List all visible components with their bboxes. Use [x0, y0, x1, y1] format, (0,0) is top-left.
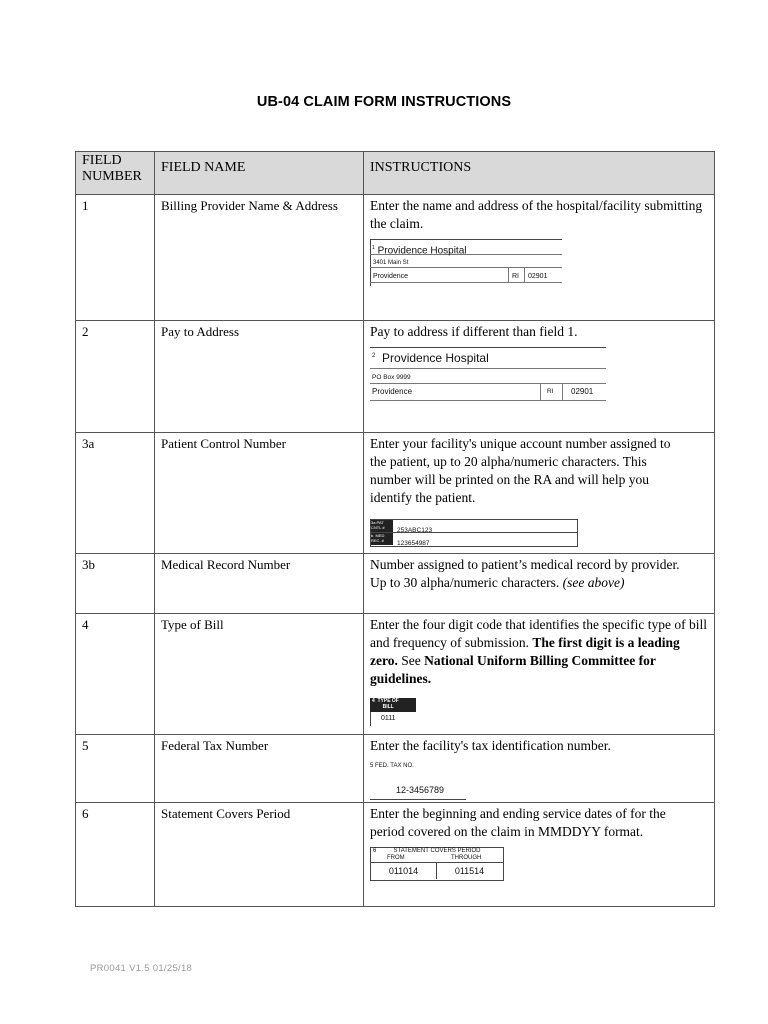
snippet-field-num: 1 — [372, 245, 375, 251]
table-row — [76, 554, 715, 614]
field-number: 3b — [76, 554, 155, 614]
field-name: Statement Covers Period — [155, 803, 364, 907]
instructions-text: Enter the beginning and ending service dates of for the period covered on the claim in MMDDYY format. — [370, 806, 666, 839]
field-number: 1 — [76, 195, 155, 321]
form-snippet-tax-number — [370, 758, 470, 795]
field-number: 6 — [76, 803, 155, 907]
snippet-value: 0111 — [370, 712, 416, 726]
footer-version: PR0041 V1.5 01/25/18 — [90, 963, 193, 974]
snippet-field-num: 4 — [372, 698, 375, 704]
snippet-label-control: 3a PAT CNTL # — [371, 520, 393, 532]
snippet-through-value: 011514 — [454, 866, 485, 876]
snippet-state: RI — [508, 268, 519, 282]
form-snippet-type-of-bill — [370, 698, 416, 728]
snippet-label: TYPE OF BILL — [377, 698, 399, 710]
field-number: 2 — [76, 321, 155, 433]
snippet-name: Providence Hospital — [377, 245, 467, 257]
snippet-from-label: FROM — [387, 855, 405, 861]
snippet-city: Providence — [373, 273, 409, 280]
table-row — [76, 735, 715, 803]
snippet-label: STATEMENT COVERS PERIOD — [393, 848, 481, 854]
snippet-city: Providence — [372, 387, 413, 396]
field-number: 3a — [76, 433, 155, 554]
page-title: UB-04 CLAIM FORM INSTRUCTIONS — [256, 94, 512, 110]
instructions-cell — [364, 321, 715, 433]
instructions-plain: Number assigned to patient’s medical record by provider. Up to 30 alpha/numeric characters. — [370, 557, 680, 590]
field-number: 5 — [76, 735, 155, 803]
instructions-cell — [364, 554, 715, 614]
snippet-value: 12-3456789 — [370, 782, 466, 800]
field-name: Billing Provider Name & Address — [155, 195, 364, 321]
snippet-field-num: 6 — [373, 848, 377, 854]
snippet-through-label: THROUGH — [451, 855, 482, 861]
field-number: 4 — [76, 614, 155, 735]
form-snippet-control-number — [370, 519, 578, 547]
snippet-name: Providence Hospital — [382, 351, 489, 365]
instructions-text — [370, 616, 708, 688]
snippet-zip: 02901 — [524, 268, 547, 282]
field-name: Federal Tax Number — [155, 735, 364, 803]
snippet-field-num: 2 — [372, 353, 376, 359]
instructions-text: Pay to address if different than field 1. — [370, 324, 578, 339]
field-name: Medical Record Number — [155, 554, 364, 614]
instructions-cell — [364, 195, 715, 321]
snippet-street: 3401 Main St — [373, 260, 409, 266]
header-field-name: FIELD NAME — [155, 152, 364, 195]
snippet-label-medrec: b. MED REC. # — [371, 533, 393, 545]
table-row — [76, 614, 715, 735]
instructions-bold-guidelines: National Uniform Billing Committee for guidelines. — [370, 653, 656, 686]
instructions-bold-note: The first digit is a leading zero. — [370, 635, 680, 668]
table-row — [76, 433, 715, 554]
table-row — [76, 803, 715, 907]
snippet-state: RI — [540, 384, 554, 400]
table-row — [76, 195, 715, 321]
instructions-text: Enter the name and address of the hospital/facility submitting the claim. — [370, 198, 703, 231]
instructions-table — [75, 151, 715, 907]
form-snippet-pay-to — [370, 347, 606, 402]
form-snippet-statement-period — [370, 847, 504, 881]
instructions-cell — [364, 614, 715, 735]
snippet-value-medrec: 123654987 — [397, 540, 430, 547]
instructions-see: See — [397, 653, 425, 668]
instructions-plain: Enter the four digit code that identifies the specific type of bill and frequency of submission. — [370, 617, 708, 650]
header-instructions: INSTRUCTIONS — [364, 152, 715, 195]
instructions-text — [370, 556, 680, 592]
form-snippet-billing-provider — [370, 239, 562, 286]
instructions-cell — [364, 803, 715, 907]
instructions-cell — [364, 735, 715, 803]
snippet-label: 5 FED. TAX NO. — [370, 763, 414, 769]
field-name: Pay to Address — [155, 321, 364, 433]
snippet-street: PO Box 9999 — [372, 374, 411, 381]
instructions-text: Enter the facility's tax identification number. — [370, 738, 611, 753]
instructions-text: Enter your facility's unique account number assigned to the patient, up to 20 alpha/numeric characters. This number will be printed on the RA and will help you identify the patient. — [370, 436, 671, 505]
snippet-from-value: 011014 — [371, 863, 437, 879]
table-header-row — [76, 152, 715, 195]
instructions-see-above: (see above) — [562, 575, 625, 590]
field-name: Type of Bill — [155, 614, 364, 735]
snippet-value-control: 253ABC123 — [397, 527, 433, 534]
snippet-zip: 02901 — [562, 384, 593, 400]
field-name: Patient Control Number — [155, 433, 364, 554]
table-row — [76, 321, 715, 433]
header-field-number: FIELD NUMBER — [76, 152, 155, 195]
instructions-cell — [364, 433, 715, 554]
